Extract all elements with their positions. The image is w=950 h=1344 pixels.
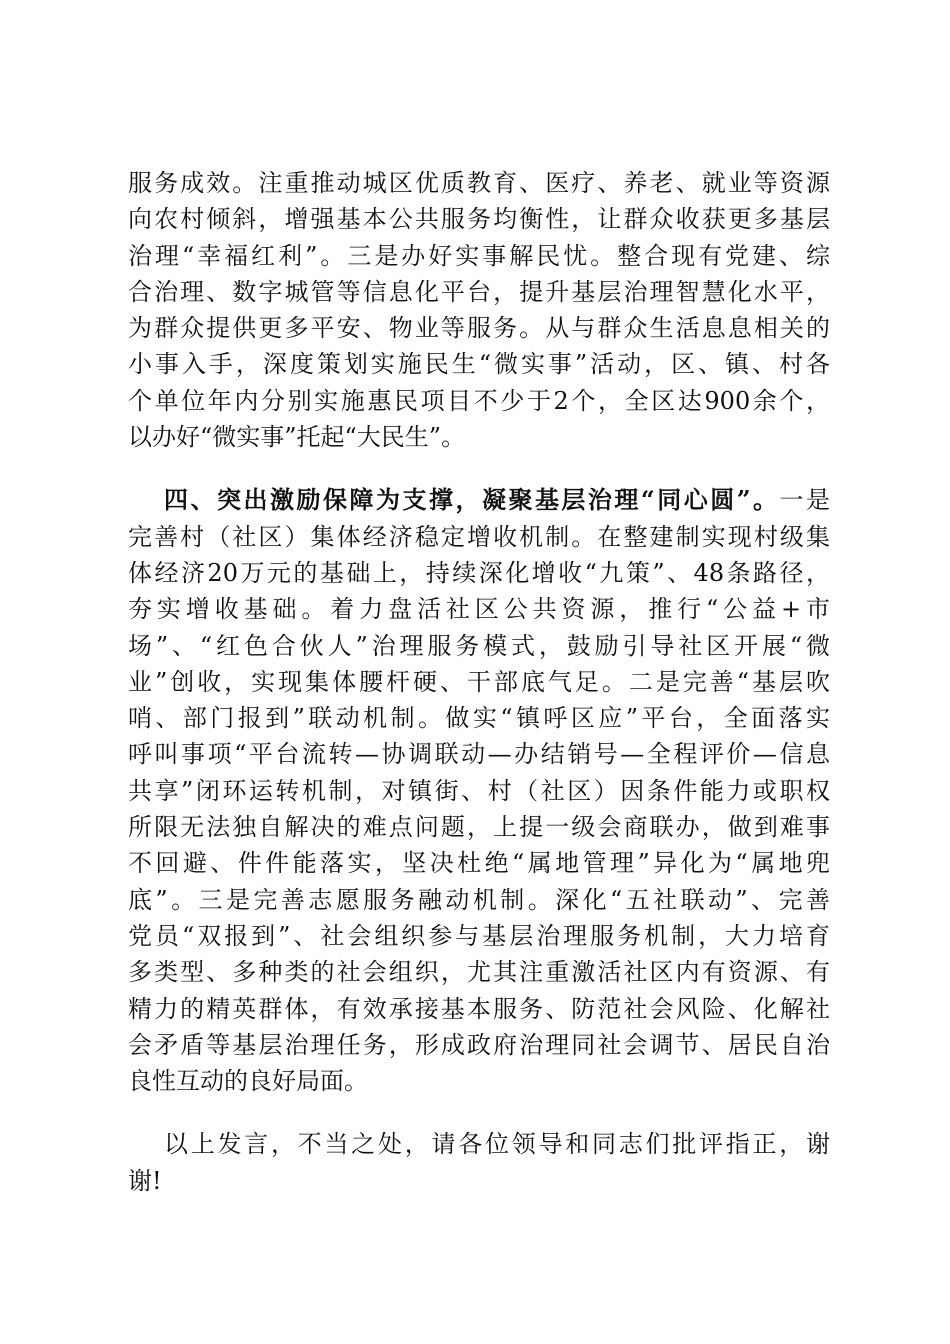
paragraph-2-first-line <box>128 482 830 518</box>
text-line: 为群众提供更多平安、物业等服务。从与群众生活息息相关的 <box>128 314 830 343</box>
text-line: 多类型、多种类的社会组织，尤其注重激活社区内有资源、有 <box>128 958 830 987</box>
text-line: 以办好“微实事”托起“大民生”。 <box>128 423 466 452</box>
paragraph-spacer <box>128 1099 830 1126</box>
text-line: 小事入手，深度策划实施民生“微实事”活动，区、镇、村各 <box>128 350 830 379</box>
text-line: 合治理、数字城管等信息化平台，提升基层治理智慧化水平， <box>128 277 830 306</box>
text-line: 完善村（社区）集体经济稳定增收机制。在整建制实现村级集 <box>128 522 830 551</box>
paragraph-2 <box>128 482 830 1099</box>
document-page <box>128 165 830 1199</box>
text-line: 共享”闭环运转机制，对镇街、村（社区）因条件能力或职权 <box>128 776 830 805</box>
text-line: 向农村倾斜，增强基本公共服务均衡性，让群众收获更多基层 <box>128 205 830 234</box>
heading-continuation: 一是 <box>779 486 831 515</box>
section-heading: 四、突出激励保障为支撑，凝聚基层治理“同心圆”。 <box>164 485 780 515</box>
text-line: 业”创收，实现集体腰杆硬、干部底气足。二是完善“基层吹 <box>128 667 830 696</box>
text-line: 服务成效。注重推动城区优质教育、医疗、养老、就业等资源 <box>128 169 830 197</box>
text-line: 党员“双报到”、社会组织参与基层治理服务机制，大力培育 <box>128 921 830 950</box>
text-line: 个单位年内分别实施惠民项目不少于2个，全区达900余个， <box>128 386 830 415</box>
text-line: 底”。三是完善志愿服务融动机制。深化“五社联动”、完善 <box>128 885 830 914</box>
closing-line: 谢! <box>128 1166 162 1195</box>
paragraph-3 <box>128 1126 830 1199</box>
text-line: 不回避、件件能落实，坚决杜绝“属地管理”异化为“属地兜 <box>128 849 830 878</box>
text-line: 呼叫事项“平台流转—协调联动—办结销号—全程评价—信息 <box>128 740 830 769</box>
text-line: 所限无法独自解决的难点问题，上提一级会商联办，做到难事 <box>128 813 830 842</box>
text-line: 精力的精英群体，有效承接基本服务、防范社会风险、化解社 <box>128 994 830 1023</box>
text-line: 良性互动的良好局面。 <box>128 1067 368 1096</box>
text-line: 体经济20万元的基础上，持续深化增收“九策”、48条路径， <box>128 558 830 587</box>
text-line: 治理“幸福红利”。三是办好实事解民忧。整合现有党建、综 <box>128 241 830 270</box>
paragraph-1 <box>128 165 830 455</box>
text-line: 场”、“红色合伙人”治理服务模式，鼓励引导社区开展“微 <box>128 631 830 660</box>
text-line: 夯实增收基础。着力盘活社区公共资源，推行“公益+市 <box>128 595 830 624</box>
text-line: 哨、部门报到”联动机制。做实“镇呼区应”平台，全面落实 <box>128 704 830 733</box>
closing-line: 以上发言，不当之处，请各位领导和同志们批评指正，谢 <box>164 1130 830 1159</box>
text-line: 会矛盾等基层治理任务，形成政府治理同社会调节、居民自治 <box>128 1030 830 1059</box>
paragraph-spacer <box>128 455 830 482</box>
